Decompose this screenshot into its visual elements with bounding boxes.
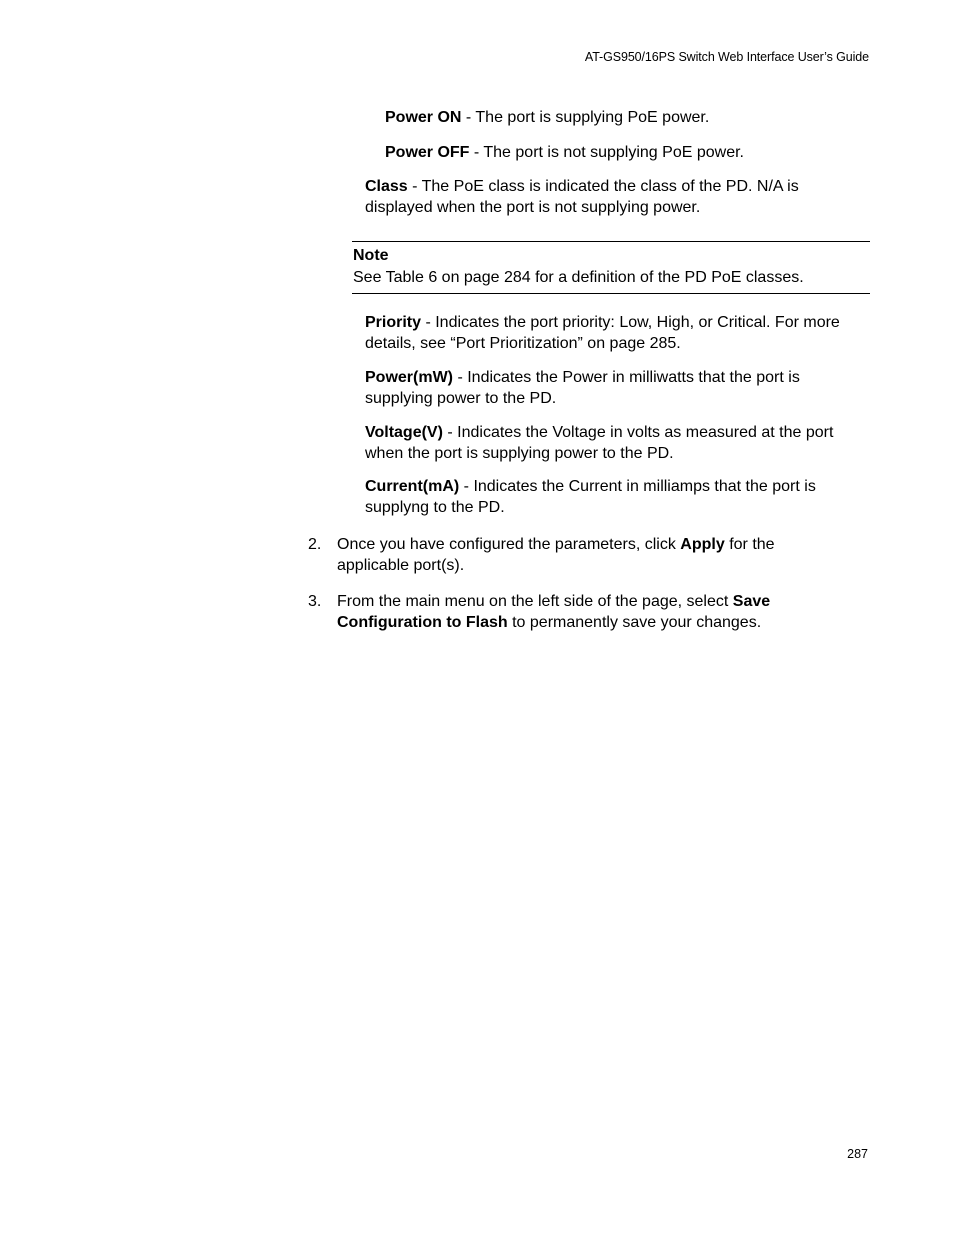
page-number: 287 <box>847 1147 868 1161</box>
definition-desc: - Indicates the port priority: Low, High, or Critical. For more details, see “Port Prioritization” on page 285. <box>365 314 840 352</box>
step-2 <box>308 535 870 580</box>
definition-desc: - Indicates the Power in milliwatts that the port is supplying power to the PD. <box>365 369 800 407</box>
definition-voltage <box>365 423 870 464</box>
definition-term: Current(mA) <box>365 478 460 495</box>
definition-term: Power ON <box>385 109 462 126</box>
definition-power-mw <box>365 368 870 409</box>
definition-desc: - Indicates the Current in milliamps that the port is supplyng to the PD. <box>365 478 816 516</box>
definition-priority <box>365 313 870 354</box>
step-number: 3. <box>308 593 322 610</box>
step-text-before: From the main menu on the left side of the page, select <box>337 593 733 610</box>
step-text <box>337 535 837 576</box>
step-text-after: to permanently save your changes. <box>507 613 762 631</box>
running-header: AT-GS950/16PS Switch Web Interface User’s Guide <box>584 50 869 64</box>
note-box <box>352 241 870 294</box>
definition-class <box>365 177 870 218</box>
step-3 <box>308 592 870 637</box>
definition-power-on <box>385 108 865 129</box>
step-text-before: Once you have configured the parameters, click <box>337 536 681 553</box>
definition-current <box>365 477 870 518</box>
definition-desc: - The port is supplying PoE power. <box>461 109 710 126</box>
definition-term: Power OFF <box>385 144 470 161</box>
definition-term: Voltage(V) <box>365 424 443 441</box>
step-number: 2. <box>308 536 322 553</box>
note-text: See Table 6 on page 284 for a definition of the PD PoE classes. <box>353 269 804 286</box>
step-text-after: for the applicable port(s). <box>337 536 775 574</box>
step-text <box>337 592 837 633</box>
step-text-bold: Apply <box>680 536 725 553</box>
definition-desc: - Indicates the Voltage in volts as measured at the port when the port is supplying power to the PD. <box>365 424 834 462</box>
definition-power-off <box>385 143 865 164</box>
definition-term: Power(mW) <box>365 369 453 386</box>
note-title: Note <box>353 247 389 264</box>
definition-term: Class <box>365 178 408 195</box>
definition-term: Priority <box>365 314 422 331</box>
step-text-bold: Save Configuration to Flash <box>337 593 771 631</box>
definition-desc: - The port is not supplying PoE power. <box>469 144 744 161</box>
definition-desc: - The PoE class is indicated the class of the PD. N/A is displayed when the port is not supplying power. <box>365 178 799 216</box>
